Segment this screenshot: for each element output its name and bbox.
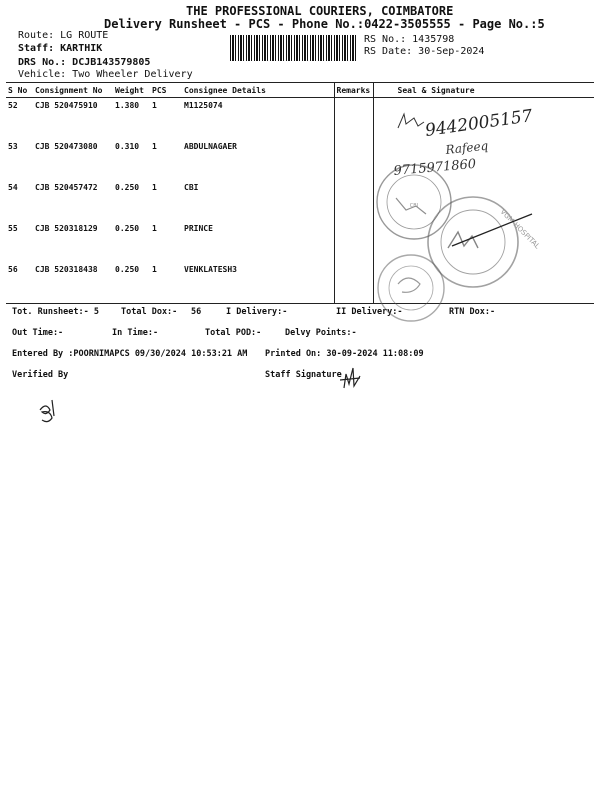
vgm-stamp-text: VGM HOSPITAL bbox=[498, 207, 542, 251]
cell-consignee: ABDULNAGAER bbox=[184, 142, 237, 151]
route-label: Route: LG ROUTE bbox=[18, 30, 109, 41]
cell-consignment: CJB 520475910 bbox=[35, 101, 98, 110]
verified-by: Verified By bbox=[12, 370, 69, 380]
col-sno: S No bbox=[6, 83, 33, 98]
rs-date: RS Date: 30-Sep-2024 bbox=[364, 46, 485, 57]
delvy-points: Delvy Points:- bbox=[285, 328, 357, 338]
cell-sno: 53 bbox=[8, 142, 18, 151]
ii-delivery: II Delivery:- bbox=[336, 307, 403, 317]
staff-label: Staff: KARTHIK bbox=[18, 43, 103, 54]
cell-weight: 1.380 bbox=[115, 101, 140, 110]
total-dox-label: Total Dox:- bbox=[121, 307, 178, 317]
cell-pcs: 1 bbox=[152, 224, 157, 233]
cell-consignee: VENKLATESH3 bbox=[182, 262, 334, 304]
scribble-mark bbox=[398, 114, 424, 128]
cell-consignment: CJB 520318129 bbox=[35, 224, 98, 233]
col-pcs: PCS bbox=[150, 83, 182, 98]
col-seal-signature: Seal & Signature bbox=[373, 83, 594, 98]
col-consignee: Consignee Details bbox=[182, 83, 334, 98]
cell-consignee: PRINCE bbox=[184, 224, 213, 233]
drs-number: DRS No.: DCJB143579805 bbox=[18, 57, 151, 68]
total-dox-value: 56 bbox=[191, 307, 202, 317]
cell-consignment: CJB 520473080 bbox=[35, 142, 98, 151]
col-weight: Weight bbox=[113, 83, 150, 98]
i-delivery: I Delivery:- bbox=[226, 307, 288, 317]
cell-sno: 56 bbox=[6, 262, 33, 304]
cell-sno: 52 bbox=[8, 101, 18, 110]
verifier-signature bbox=[40, 400, 54, 422]
cell-weight: 0.250 bbox=[113, 262, 150, 304]
rtn-dox: RTN Dox:- bbox=[449, 307, 496, 317]
cell-weight: 0.250 bbox=[115, 224, 140, 233]
vgm-hospital-stamp bbox=[428, 197, 541, 287]
handwritten-phone-2: 9715971860 bbox=[393, 156, 477, 179]
cell-consignment: CJB 520457472 bbox=[35, 183, 98, 192]
cell-weight: 0.310 bbox=[115, 142, 140, 151]
entered-by: Entered By :POORNIMAPCS 09/30/2024 10:53:21 AM bbox=[12, 349, 248, 359]
runsheet-subtitle: Delivery Runsheet - PCS - Phone No.:0422-3505555 - Page No.:5 bbox=[104, 17, 545, 31]
cell-consignee: M1125074 bbox=[184, 101, 223, 110]
col-remarks: Remarks bbox=[334, 83, 373, 98]
cell-consignee: CBI bbox=[184, 183, 199, 192]
handwritten-name: Rafeeq bbox=[444, 138, 489, 157]
col-consignment: Consignment No bbox=[33, 83, 113, 98]
total-pod: Total POD:- bbox=[205, 328, 262, 338]
cell-pcs: 1 bbox=[150, 262, 182, 304]
cell-sno: 55 bbox=[8, 224, 18, 233]
company-stamp bbox=[378, 255, 444, 321]
cell-sno: 54 bbox=[8, 183, 18, 192]
staff-signature bbox=[340, 368, 360, 388]
staff-signature-label: Staff Signature bbox=[265, 370, 342, 380]
vehicle-label: Vehicle: Two Wheeler Delivery bbox=[18, 69, 193, 80]
handwritten-phone-1: 9442005157 bbox=[423, 106, 534, 141]
company-title: THE PROFESSIONAL COURIERS, COIMBATORE bbox=[186, 4, 454, 18]
rs-number: RS No.: 1435798 bbox=[364, 34, 455, 45]
out-time: Out Time:- bbox=[12, 328, 64, 338]
cbi-stamp-text: CBI bbox=[409, 203, 419, 209]
cell-weight: 0.250 bbox=[115, 183, 140, 192]
cell-consignment: CJB 520318438 bbox=[33, 262, 113, 304]
tot-runsheet: Tot. Runsheet:- 5 bbox=[12, 307, 99, 317]
cell-pcs: 1 bbox=[152, 101, 157, 110]
in-time: In Time:- bbox=[112, 328, 159, 338]
printed-on: Printed On: 30-09-2024 11:08:09 bbox=[265, 349, 424, 359]
cell-pcs: 1 bbox=[152, 183, 157, 192]
cell-pcs: 1 bbox=[152, 142, 157, 151]
